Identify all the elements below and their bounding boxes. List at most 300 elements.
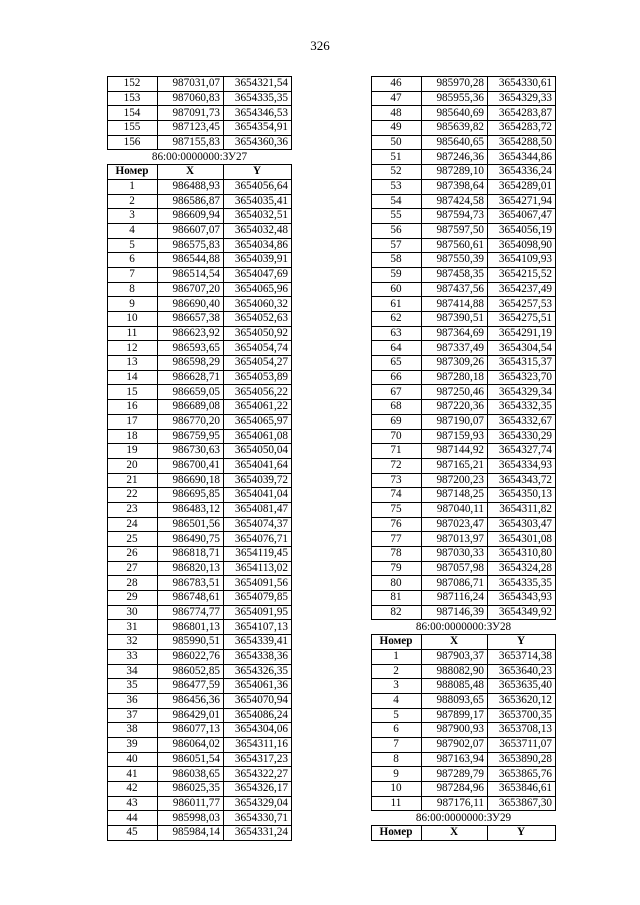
cell-y-coordinate: 3654054,74 bbox=[224, 341, 292, 356]
cell-point-number: 154 bbox=[108, 106, 158, 121]
cell-y-coordinate: 3654329,04 bbox=[224, 796, 292, 811]
cell-y-coordinate: 3654098,90 bbox=[488, 238, 556, 253]
table-row bbox=[108, 356, 292, 371]
cell-y-coordinate: 3654041,04 bbox=[224, 488, 292, 503]
cell-y-coordinate: 3654335,35 bbox=[488, 576, 556, 591]
table-row bbox=[372, 179, 556, 194]
cell-y-coordinate: 3654301,08 bbox=[488, 532, 556, 547]
table-row bbox=[372, 693, 556, 708]
cell-x-coordinate: 987165,21 bbox=[422, 458, 488, 473]
cell-x-coordinate: 986770,20 bbox=[158, 414, 224, 429]
cell-x-coordinate: 986501,56 bbox=[158, 517, 224, 532]
cell-x-coordinate: 986820,13 bbox=[158, 561, 224, 576]
table-row bbox=[372, 708, 556, 723]
cell-y-coordinate: 3654035,41 bbox=[224, 194, 292, 209]
cell-point-number: 26 bbox=[108, 547, 158, 562]
cell-point-number: 32 bbox=[108, 635, 158, 650]
cell-point-number: 55 bbox=[372, 209, 422, 224]
table-row bbox=[108, 708, 292, 723]
cell-x-coordinate: 986490,75 bbox=[158, 532, 224, 547]
cell-x-coordinate: 987364,69 bbox=[422, 326, 488, 341]
table-row bbox=[372, 444, 556, 459]
table-row bbox=[108, 517, 292, 532]
table-row bbox=[372, 473, 556, 488]
table-row bbox=[108, 561, 292, 576]
cell-point-number: 76 bbox=[372, 517, 422, 532]
cell-y-coordinate: 3654041,64 bbox=[224, 458, 292, 473]
cell-x-coordinate: 987091,73 bbox=[158, 106, 224, 121]
cell-y-coordinate: 3654332,67 bbox=[488, 414, 556, 429]
cell-point-number: 50 bbox=[372, 135, 422, 150]
table-row bbox=[372, 414, 556, 429]
cell-point-number: 54 bbox=[372, 194, 422, 209]
cell-y-coordinate: 3654065,96 bbox=[224, 282, 292, 297]
cell-x-coordinate: 985990,51 bbox=[158, 635, 224, 650]
table-row bbox=[372, 150, 556, 165]
table-row bbox=[108, 385, 292, 400]
cell-point-number: 18 bbox=[108, 429, 158, 444]
cell-y-coordinate: 3654329,33 bbox=[488, 91, 556, 106]
cell-point-number: 6 bbox=[108, 253, 158, 268]
table-row bbox=[372, 253, 556, 268]
table-row bbox=[108, 620, 292, 635]
table-row bbox=[372, 737, 556, 752]
cell-x-coordinate: 987594,73 bbox=[422, 209, 488, 224]
cell-y-coordinate: 3654271,94 bbox=[488, 194, 556, 209]
cell-x-coordinate: 986052,85 bbox=[158, 664, 224, 679]
cell-x-coordinate: 987146,39 bbox=[422, 605, 488, 620]
table-row bbox=[108, 179, 292, 194]
cell-point-number: 47 bbox=[372, 91, 422, 106]
cell-point-number: 65 bbox=[372, 356, 422, 371]
cell-point-number: 11 bbox=[372, 796, 422, 811]
cell-y-coordinate: 3654237,49 bbox=[488, 282, 556, 297]
cell-x-coordinate: 987159,93 bbox=[422, 429, 488, 444]
table-row bbox=[372, 91, 556, 106]
cell-y-coordinate: 3654327,74 bbox=[488, 444, 556, 459]
cell-y-coordinate: 3654032,48 bbox=[224, 223, 292, 238]
cell-x-coordinate: 986783,51 bbox=[158, 576, 224, 591]
cell-point-number: 20 bbox=[108, 458, 158, 473]
cell-x-coordinate: 986456,36 bbox=[158, 693, 224, 708]
cell-point-number: 42 bbox=[108, 782, 158, 797]
table-row bbox=[372, 664, 556, 679]
cell-x-coordinate: 987031,07 bbox=[158, 77, 224, 92]
cell-x-coordinate: 987597,50 bbox=[422, 223, 488, 238]
table-row bbox=[372, 488, 556, 503]
cell-y-coordinate: 3654113,02 bbox=[224, 561, 292, 576]
cell-x-coordinate: 986544,88 bbox=[158, 253, 224, 268]
cell-y-coordinate: 3654338,36 bbox=[224, 649, 292, 664]
table-row bbox=[108, 370, 292, 385]
cell-point-number: 78 bbox=[372, 547, 422, 562]
table-row bbox=[108, 752, 292, 767]
header-x: X bbox=[422, 635, 488, 650]
cell-y-coordinate: 3654311,82 bbox=[488, 502, 556, 517]
table-row bbox=[372, 782, 556, 797]
cell-y-coordinate: 3654326,35 bbox=[224, 664, 292, 679]
cell-y-coordinate: 3654330,61 bbox=[488, 77, 556, 92]
cell-x-coordinate: 987250,46 bbox=[422, 385, 488, 400]
cell-point-number: 30 bbox=[108, 605, 158, 620]
cell-y-coordinate: 3654335,35 bbox=[224, 91, 292, 106]
cell-point-number: 48 bbox=[372, 106, 422, 121]
cell-x-coordinate: 987390,51 bbox=[422, 312, 488, 327]
cell-point-number: 23 bbox=[108, 502, 158, 517]
cell-y-coordinate: 3653620,12 bbox=[488, 693, 556, 708]
cell-y-coordinate: 3653700,35 bbox=[488, 708, 556, 723]
cell-point-number: 77 bbox=[372, 532, 422, 547]
cell-x-coordinate: 986488,93 bbox=[158, 179, 224, 194]
table-row bbox=[108, 341, 292, 356]
cell-y-coordinate: 3654065,97 bbox=[224, 414, 292, 429]
table-row bbox=[372, 400, 556, 415]
table-row bbox=[108, 693, 292, 708]
cell-y-coordinate: 3654343,72 bbox=[488, 473, 556, 488]
cell-y-coordinate: 3654061,22 bbox=[224, 400, 292, 415]
table-row bbox=[108, 547, 292, 562]
cell-x-coordinate: 987398,64 bbox=[422, 179, 488, 194]
cell-y-coordinate: 3654315,37 bbox=[488, 356, 556, 371]
cell-x-coordinate: 987899,17 bbox=[422, 708, 488, 723]
cell-y-coordinate: 3654034,86 bbox=[224, 238, 292, 253]
cell-x-coordinate: 986774,77 bbox=[158, 605, 224, 620]
cell-x-coordinate: 986609,94 bbox=[158, 209, 224, 224]
cell-y-coordinate: 3654086,24 bbox=[224, 708, 292, 723]
cell-point-number: 1 bbox=[372, 649, 422, 664]
table-row bbox=[108, 737, 292, 752]
table-row bbox=[372, 458, 556, 473]
table-row bbox=[108, 297, 292, 312]
cell-point-number: 39 bbox=[108, 737, 158, 752]
cell-point-number: 59 bbox=[372, 267, 422, 282]
cell-point-number: 81 bbox=[372, 591, 422, 606]
cell-y-coordinate: 3653867,30 bbox=[488, 796, 556, 811]
table-row bbox=[108, 91, 292, 106]
table-row bbox=[108, 649, 292, 664]
cell-y-coordinate: 3654061,08 bbox=[224, 429, 292, 444]
parcel-section-title bbox=[372, 811, 556, 826]
cell-point-number: 66 bbox=[372, 370, 422, 385]
table-row bbox=[372, 165, 556, 180]
cell-point-number: 25 bbox=[108, 532, 158, 547]
cell-point-number: 19 bbox=[108, 444, 158, 459]
cell-y-coordinate: 3653640,23 bbox=[488, 664, 556, 679]
cell-point-number: 15 bbox=[108, 385, 158, 400]
cell-point-number: 51 bbox=[372, 150, 422, 165]
cell-x-coordinate: 987900,93 bbox=[422, 723, 488, 738]
cell-point-number: 44 bbox=[108, 811, 158, 826]
cell-x-coordinate: 986607,07 bbox=[158, 223, 224, 238]
table-row bbox=[108, 679, 292, 694]
table-row bbox=[372, 297, 556, 312]
cell-point-number: 6 bbox=[372, 723, 422, 738]
header-x: X bbox=[422, 826, 488, 841]
cell-point-number: 72 bbox=[372, 458, 422, 473]
cell-y-coordinate: 3654054,27 bbox=[224, 356, 292, 371]
table-row bbox=[108, 635, 292, 650]
cell-x-coordinate: 985640,65 bbox=[422, 135, 488, 150]
table-row bbox=[372, 796, 556, 811]
cell-y-coordinate: 3654330,71 bbox=[224, 811, 292, 826]
cell-point-number: 13 bbox=[108, 356, 158, 371]
table-row bbox=[108, 811, 292, 826]
cell-y-coordinate: 3654074,37 bbox=[224, 517, 292, 532]
table-row bbox=[108, 253, 292, 268]
cell-x-coordinate: 988085,48 bbox=[422, 679, 488, 694]
cell-y-coordinate: 3654304,06 bbox=[224, 723, 292, 738]
cell-point-number: 153 bbox=[108, 91, 158, 106]
cell-y-coordinate: 3653890,28 bbox=[488, 752, 556, 767]
cell-y-coordinate: 3654343,93 bbox=[488, 591, 556, 606]
cell-x-coordinate: 987289,79 bbox=[422, 767, 488, 782]
cell-y-coordinate: 3654339,41 bbox=[224, 635, 292, 650]
cell-y-coordinate: 3654283,87 bbox=[488, 106, 556, 121]
cell-x-coordinate: 986064,02 bbox=[158, 737, 224, 752]
cell-y-coordinate: 3654067,47 bbox=[488, 209, 556, 224]
cell-y-coordinate: 3654350,13 bbox=[488, 488, 556, 503]
cell-x-coordinate: 986657,38 bbox=[158, 312, 224, 327]
table-row bbox=[108, 209, 292, 224]
cell-point-number: 8 bbox=[108, 282, 158, 297]
cell-x-coordinate: 987030,33 bbox=[422, 547, 488, 562]
cell-point-number: 35 bbox=[108, 679, 158, 694]
header-y: Y bbox=[224, 165, 292, 180]
parcel-section-title bbox=[372, 620, 556, 635]
cell-point-number: 8 bbox=[372, 752, 422, 767]
cell-x-coordinate: 987280,18 bbox=[422, 370, 488, 385]
cell-x-coordinate: 987289,10 bbox=[422, 165, 488, 180]
cell-y-coordinate: 3654304,54 bbox=[488, 341, 556, 356]
cell-point-number: 16 bbox=[108, 400, 158, 415]
cell-x-coordinate: 987284,96 bbox=[422, 782, 488, 797]
cell-y-coordinate: 3654360,36 bbox=[224, 135, 292, 150]
cell-x-coordinate: 986051,54 bbox=[158, 752, 224, 767]
cell-x-coordinate: 987309,26 bbox=[422, 356, 488, 371]
cell-x-coordinate: 986575,83 bbox=[158, 238, 224, 253]
cell-point-number: 155 bbox=[108, 121, 158, 136]
cell-point-number: 33 bbox=[108, 649, 158, 664]
table-row bbox=[108, 767, 292, 782]
cell-x-coordinate: 986700,41 bbox=[158, 458, 224, 473]
cell-x-coordinate: 986586,87 bbox=[158, 194, 224, 209]
cell-point-number: 75 bbox=[372, 502, 422, 517]
table-row bbox=[372, 194, 556, 209]
cell-y-coordinate: 3654289,01 bbox=[488, 179, 556, 194]
cell-y-coordinate: 3653846,61 bbox=[488, 782, 556, 797]
cell-x-coordinate: 987414,88 bbox=[422, 297, 488, 312]
cell-x-coordinate: 986483,12 bbox=[158, 502, 224, 517]
cell-y-coordinate: 3653708,13 bbox=[488, 723, 556, 738]
parcel-section-title bbox=[108, 150, 292, 165]
cell-y-coordinate: 3654310,80 bbox=[488, 547, 556, 562]
table-row bbox=[108, 326, 292, 341]
cell-x-coordinate: 985998,03 bbox=[158, 811, 224, 826]
header-y: Y bbox=[488, 635, 556, 650]
table-row bbox=[372, 106, 556, 121]
cell-point-number: 4 bbox=[372, 693, 422, 708]
cell-y-coordinate: 3654330,29 bbox=[488, 429, 556, 444]
cell-x-coordinate: 987144,92 bbox=[422, 444, 488, 459]
cell-point-number: 57 bbox=[372, 238, 422, 253]
cell-x-coordinate: 987057,98 bbox=[422, 561, 488, 576]
cell-y-coordinate: 3654336,24 bbox=[488, 165, 556, 180]
cell-y-coordinate: 3654079,85 bbox=[224, 591, 292, 606]
table-row bbox=[372, 547, 556, 562]
cell-point-number: 79 bbox=[372, 561, 422, 576]
cell-x-coordinate: 986022,76 bbox=[158, 649, 224, 664]
table-row bbox=[108, 312, 292, 327]
cell-point-number: 12 bbox=[108, 341, 158, 356]
cell-point-number: 71 bbox=[372, 444, 422, 459]
cell-y-coordinate: 3653865,76 bbox=[488, 767, 556, 782]
cell-x-coordinate: 987220,36 bbox=[422, 400, 488, 415]
cell-point-number: 43 bbox=[108, 796, 158, 811]
table-row bbox=[372, 502, 556, 517]
cell-y-coordinate: 3654317,23 bbox=[224, 752, 292, 767]
cell-x-coordinate: 985955,36 bbox=[422, 91, 488, 106]
cell-y-coordinate: 3654109,93 bbox=[488, 253, 556, 268]
table-row bbox=[372, 282, 556, 297]
table-header-row bbox=[372, 635, 556, 650]
cell-y-coordinate: 3654091,95 bbox=[224, 605, 292, 620]
table-row bbox=[372, 605, 556, 620]
table-row bbox=[372, 576, 556, 591]
cell-y-coordinate: 3653711,07 bbox=[488, 737, 556, 752]
cell-x-coordinate: 987424,58 bbox=[422, 194, 488, 209]
cell-x-coordinate: 987903,37 bbox=[422, 649, 488, 664]
cell-x-coordinate: 987437,56 bbox=[422, 282, 488, 297]
table-row bbox=[372, 209, 556, 224]
cell-y-coordinate: 3654039,72 bbox=[224, 473, 292, 488]
cell-point-number: 5 bbox=[108, 238, 158, 253]
cell-x-coordinate: 987123,45 bbox=[158, 121, 224, 136]
cell-y-coordinate: 3654056,22 bbox=[224, 385, 292, 400]
cell-point-number: 56 bbox=[372, 223, 422, 238]
cell-x-coordinate: 987902,07 bbox=[422, 737, 488, 752]
cell-point-number: 37 bbox=[108, 708, 158, 723]
cell-x-coordinate: 987246,36 bbox=[422, 150, 488, 165]
cell-x-coordinate: 986077,13 bbox=[158, 723, 224, 738]
cell-point-number: 22 bbox=[108, 488, 158, 503]
table-row bbox=[108, 135, 292, 150]
cell-point-number: 21 bbox=[108, 473, 158, 488]
coordinates-table-right bbox=[371, 76, 556, 841]
cell-y-coordinate: 3654107,13 bbox=[224, 620, 292, 635]
cell-y-coordinate: 3654288,50 bbox=[488, 135, 556, 150]
cell-x-coordinate: 986690,18 bbox=[158, 473, 224, 488]
table-row bbox=[108, 532, 292, 547]
parcel-id: 86:00:0000000:ЗУ28 bbox=[372, 620, 556, 635]
cell-y-coordinate: 3654056,19 bbox=[488, 223, 556, 238]
cell-point-number: 62 bbox=[372, 312, 422, 327]
cell-point-number: 9 bbox=[372, 767, 422, 782]
table-row bbox=[108, 106, 292, 121]
table-row bbox=[372, 429, 556, 444]
table-row bbox=[108, 444, 292, 459]
cell-y-coordinate: 3654349,92 bbox=[488, 605, 556, 620]
left-coordinates-column bbox=[107, 76, 292, 841]
table-row bbox=[372, 517, 556, 532]
cell-point-number: 2 bbox=[108, 194, 158, 209]
cell-point-number: 1 bbox=[108, 179, 158, 194]
page-number: 326 bbox=[310, 38, 330, 53]
cell-y-coordinate: 3654324,28 bbox=[488, 561, 556, 576]
cell-x-coordinate: 986748,61 bbox=[158, 591, 224, 606]
cell-point-number: 27 bbox=[108, 561, 158, 576]
cell-x-coordinate: 986598,29 bbox=[158, 356, 224, 371]
cell-x-coordinate: 987013,97 bbox=[422, 532, 488, 547]
cell-x-coordinate: 986707,20 bbox=[158, 282, 224, 297]
cell-y-coordinate: 3654032,51 bbox=[224, 209, 292, 224]
cell-x-coordinate: 988093,65 bbox=[422, 693, 488, 708]
cell-x-coordinate: 987337,49 bbox=[422, 341, 488, 356]
cell-x-coordinate: 987458,35 bbox=[422, 267, 488, 282]
cell-point-number: 40 bbox=[108, 752, 158, 767]
table-row bbox=[372, 679, 556, 694]
cell-y-coordinate: 3654053,89 bbox=[224, 370, 292, 385]
cell-point-number: 34 bbox=[108, 664, 158, 679]
cell-point-number: 9 bbox=[108, 297, 158, 312]
cell-x-coordinate: 986038,65 bbox=[158, 767, 224, 782]
coordinates-table-left bbox=[107, 76, 292, 841]
table-header-row bbox=[372, 826, 556, 841]
cell-point-number: 46 bbox=[372, 77, 422, 92]
cell-y-coordinate: 3654322,27 bbox=[224, 767, 292, 782]
cell-point-number: 10 bbox=[108, 312, 158, 327]
cell-y-coordinate: 3654257,53 bbox=[488, 297, 556, 312]
cell-point-number: 29 bbox=[108, 591, 158, 606]
cell-x-coordinate: 986801,13 bbox=[158, 620, 224, 635]
cell-point-number: 82 bbox=[372, 605, 422, 620]
cell-y-coordinate: 3654331,24 bbox=[224, 826, 292, 841]
cell-point-number: 80 bbox=[372, 576, 422, 591]
header-x: X bbox=[158, 165, 224, 180]
table-row bbox=[372, 356, 556, 371]
table-row bbox=[108, 194, 292, 209]
cell-y-coordinate: 3654303,47 bbox=[488, 517, 556, 532]
cell-point-number: 14 bbox=[108, 370, 158, 385]
cell-y-coordinate: 3654081,47 bbox=[224, 502, 292, 517]
cell-point-number: 67 bbox=[372, 385, 422, 400]
header-number: Номер bbox=[372, 635, 422, 650]
cell-y-coordinate: 3654076,71 bbox=[224, 532, 292, 547]
cell-point-number: 17 bbox=[108, 414, 158, 429]
header-y: Y bbox=[488, 826, 556, 841]
cell-x-coordinate: 987190,07 bbox=[422, 414, 488, 429]
table-row bbox=[372, 767, 556, 782]
cell-point-number: 58 bbox=[372, 253, 422, 268]
table-row bbox=[108, 605, 292, 620]
cell-point-number: 74 bbox=[372, 488, 422, 503]
cell-x-coordinate: 986690,40 bbox=[158, 297, 224, 312]
cell-point-number: 2 bbox=[372, 664, 422, 679]
cell-x-coordinate: 986477,59 bbox=[158, 679, 224, 694]
cell-y-coordinate: 3654283,72 bbox=[488, 121, 556, 136]
cell-x-coordinate: 986659,05 bbox=[158, 385, 224, 400]
cell-x-coordinate: 987200,23 bbox=[422, 473, 488, 488]
cell-x-coordinate: 987550,39 bbox=[422, 253, 488, 268]
table-row bbox=[372, 223, 556, 238]
cell-y-coordinate: 3654052,63 bbox=[224, 312, 292, 327]
cell-point-number: 24 bbox=[108, 517, 158, 532]
table-row bbox=[108, 826, 292, 841]
cell-point-number: 7 bbox=[108, 267, 158, 282]
cell-y-coordinate: 3654334,93 bbox=[488, 458, 556, 473]
cell-y-coordinate: 3654346,53 bbox=[224, 106, 292, 121]
cell-x-coordinate: 986730,63 bbox=[158, 444, 224, 459]
cell-point-number: 73 bbox=[372, 473, 422, 488]
